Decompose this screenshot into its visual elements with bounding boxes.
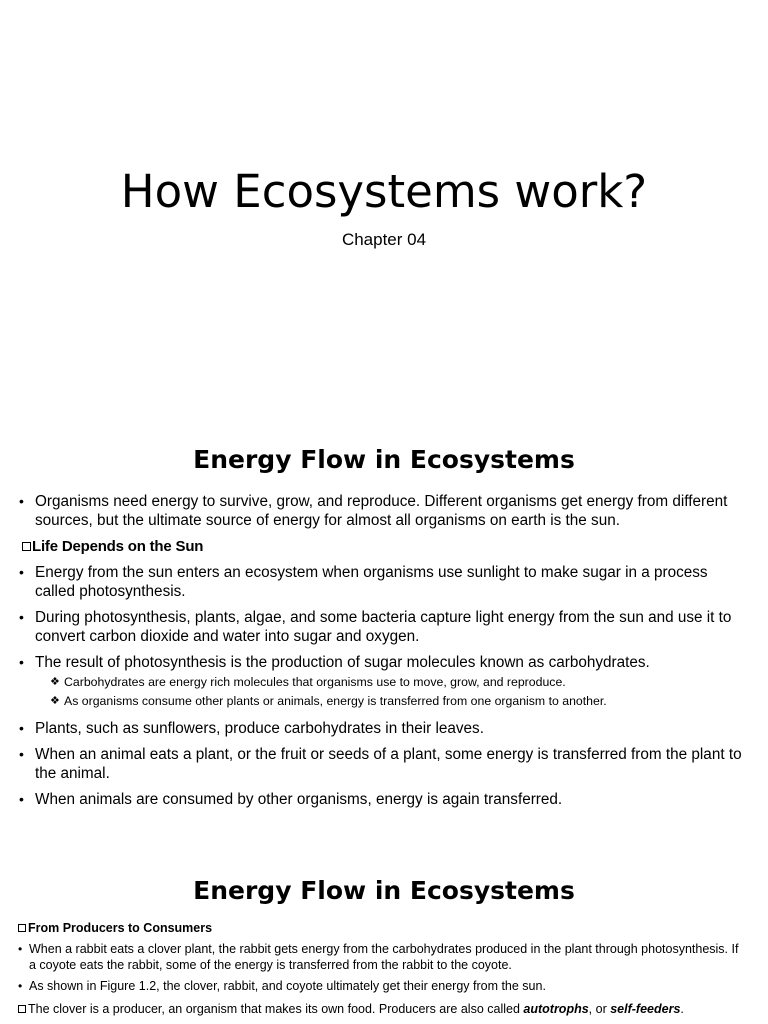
content-slide-energy-flow xyxy=(0,432,768,864)
producer-text-end: . xyxy=(680,1001,684,1016)
list-item xyxy=(18,719,748,738)
content-slide-producers-consumers xyxy=(0,864,768,1024)
diamond-bullet-icon: ❖ xyxy=(50,695,60,707)
slide-body xyxy=(18,920,748,1023)
diamond-bullet-icon: ❖ xyxy=(50,676,60,688)
list-item-text: When a rabbit eats a clover plant, the rabbit gets energy from the carbohydrates produced in the plant through photosynthesis. If a coyote eats the rabbit, some of the energy is transferred from the rabbit to the coyote. xyxy=(29,942,739,972)
presentation-subtitle: Chapter 04 xyxy=(341,230,427,249)
checkbox-square-icon xyxy=(18,1005,26,1013)
bullet-dot-icon: • xyxy=(19,791,24,807)
section-heading xyxy=(18,920,748,936)
section-heading-text: From Producers to Consumers xyxy=(28,921,213,935)
term-self-feeders: self-feeders xyxy=(610,1001,681,1016)
list-item xyxy=(18,492,748,530)
presentation-title: How Ecosystems work? xyxy=(120,165,648,218)
bullet-dot-icon: • xyxy=(19,564,24,580)
checkbox-square-icon xyxy=(18,924,26,932)
list-item-text: As shown in Figure 1.2, the clover, rabbit, and coyote ultimately get their energy from the sun. xyxy=(29,979,546,993)
sub-list-item xyxy=(18,693,748,709)
producer-text-start: The clover is a producer, an organism that makes its own food. Producers are also called xyxy=(28,1001,524,1016)
list-item xyxy=(18,608,748,646)
bullet-dot-icon: • xyxy=(19,720,24,736)
bullet-dot-icon: • xyxy=(19,493,24,509)
list-item xyxy=(18,979,748,995)
bullet-dot-icon: • xyxy=(19,609,24,625)
list-item-text: The result of photosynthesis is the production of sugar molecules known as carbohydrates. xyxy=(35,654,650,671)
list-item-text: During photosynthesis, plants, algae, and some bacteria capture light energy from the sun and use it to convert carbon dioxide and water into sugar and oxygen. xyxy=(35,609,732,645)
list-item-text: Energy from the sun enters an ecosystem when organisms use sunlight to make sugar in a process called photosynthesis. xyxy=(35,564,708,600)
slide-heading: Energy Flow in Ecosystems xyxy=(193,876,575,905)
bullet-dot-icon: • xyxy=(19,746,24,762)
list-item-text: When an animal eats a plant, or the fruit or seeds of a plant, some energy is transferred from the plant to the animal. xyxy=(35,746,742,782)
section-heading-text: Life Depends on the Sun xyxy=(32,538,204,555)
slide-body xyxy=(18,492,748,816)
term-autotrophs: autotrophs xyxy=(523,1001,589,1016)
list-item-text: Plants, such as sunflowers, produce carbohydrates in their leaves. xyxy=(35,720,484,737)
sub-list-item-text: As organisms consume other plants or animals, energy is transferred from one organism to another. xyxy=(64,694,607,708)
list-item xyxy=(18,653,748,672)
slide-heading: Energy Flow in Ecosystems xyxy=(193,445,575,474)
producer-text-connector: , or xyxy=(588,1001,611,1016)
title-slide xyxy=(0,0,768,432)
list-item-text: When animals are consumed by other organisms, energy is again transferred. xyxy=(35,791,563,808)
list-item xyxy=(18,942,748,973)
list-item xyxy=(18,745,748,783)
sub-list-item-text: Carbohydrates are energy rich molecules that organisms use to move, grow, and reproduce. xyxy=(64,675,566,689)
bullet-dot-icon: • xyxy=(19,654,24,670)
list-item xyxy=(18,790,748,809)
list-item xyxy=(18,563,748,601)
sub-list xyxy=(18,674,748,709)
list-item xyxy=(18,1001,748,1017)
sub-list-item xyxy=(18,674,748,690)
bullet-dot-icon: • xyxy=(18,979,23,993)
list-item-text: Organisms need energy to survive, grow, and reproduce. Different organisms get energy from different sources, but the ultimate source of energy for almost all organisms on earth is the sun. xyxy=(35,493,728,529)
section-heading xyxy=(18,537,748,556)
checkbox-square-icon xyxy=(22,542,31,551)
bullet-dot-icon: • xyxy=(18,942,23,956)
